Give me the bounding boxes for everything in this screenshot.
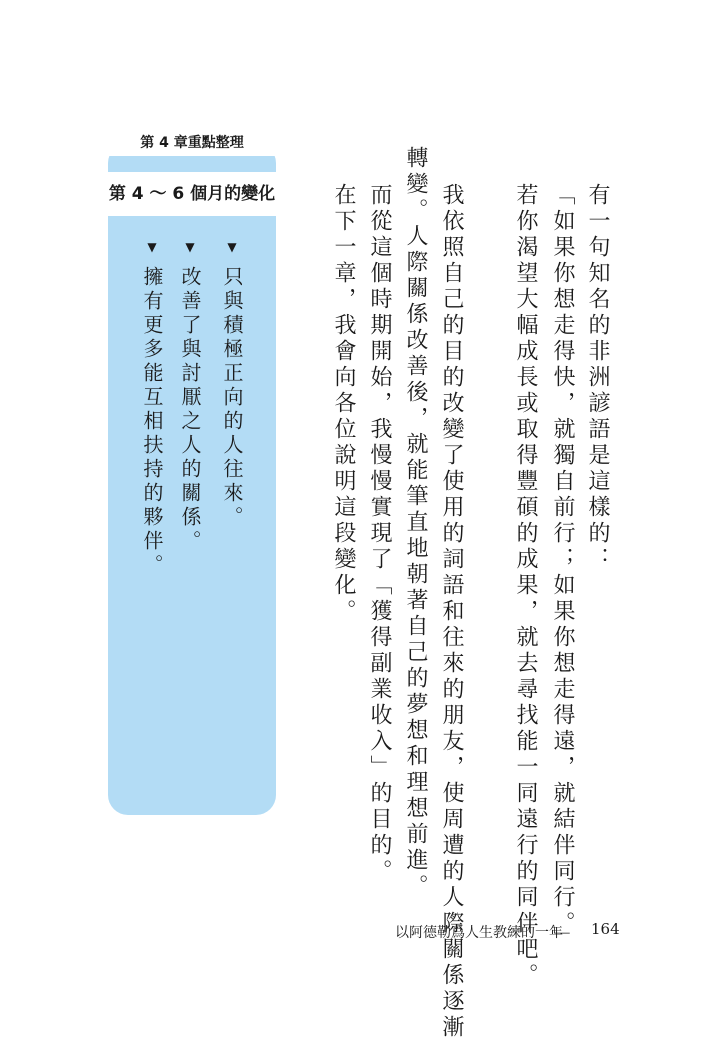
body-column: 而從這個時期開始，我慢慢實現了「獲得副業收入」的目的。 xyxy=(367,183,392,885)
body-column: 在下一章，我會向各位說明這段變化。 xyxy=(331,183,356,625)
triangle-marker-icon: ▼ xyxy=(225,240,239,258)
body-column: 有一句知名的非洲諺語是這樣的： xyxy=(585,183,610,573)
summary-bullet xyxy=(222,240,242,530)
page-number: 164 xyxy=(591,920,620,938)
summary-title: 第 4 ～ 6 個月的變化 xyxy=(108,172,276,216)
triangle-marker-icon: ▼ xyxy=(145,240,159,258)
summary-label: 第 4 章重點整理 xyxy=(108,132,276,156)
running-footer-title: 以阿德勒爲人生教練的一年 xyxy=(395,925,563,941)
body-column: 我依照自己的目的改變了使用的詞語和往來的朋友，使周遭的人際關係逐漸 xyxy=(439,183,464,1041)
body-column: 轉變。人際關係改善後，就能筆直地朝著自己的夢想和理想前進。 xyxy=(403,146,428,900)
body-column: 「如果你想走得快，就獨自前行；如果你想走得遠，就結伴同行。」 xyxy=(550,183,575,952)
summary-bullet xyxy=(142,240,162,578)
triangle-marker-icon: ▼ xyxy=(183,240,197,258)
summary-bullet-text: 只與積極正向的人往來。 xyxy=(220,266,244,530)
summary-bullet-text: 擁有更多能互相扶持的夥伴。 xyxy=(140,266,164,578)
summary-bullet-text: 改善了與討厭之人的關係。 xyxy=(178,266,202,554)
body-column: 若你渴望大幅成長或取得豐碩的成果，就去尋找能一同遠行的同伴吧。 xyxy=(513,183,538,989)
summary-bullet xyxy=(180,240,200,554)
